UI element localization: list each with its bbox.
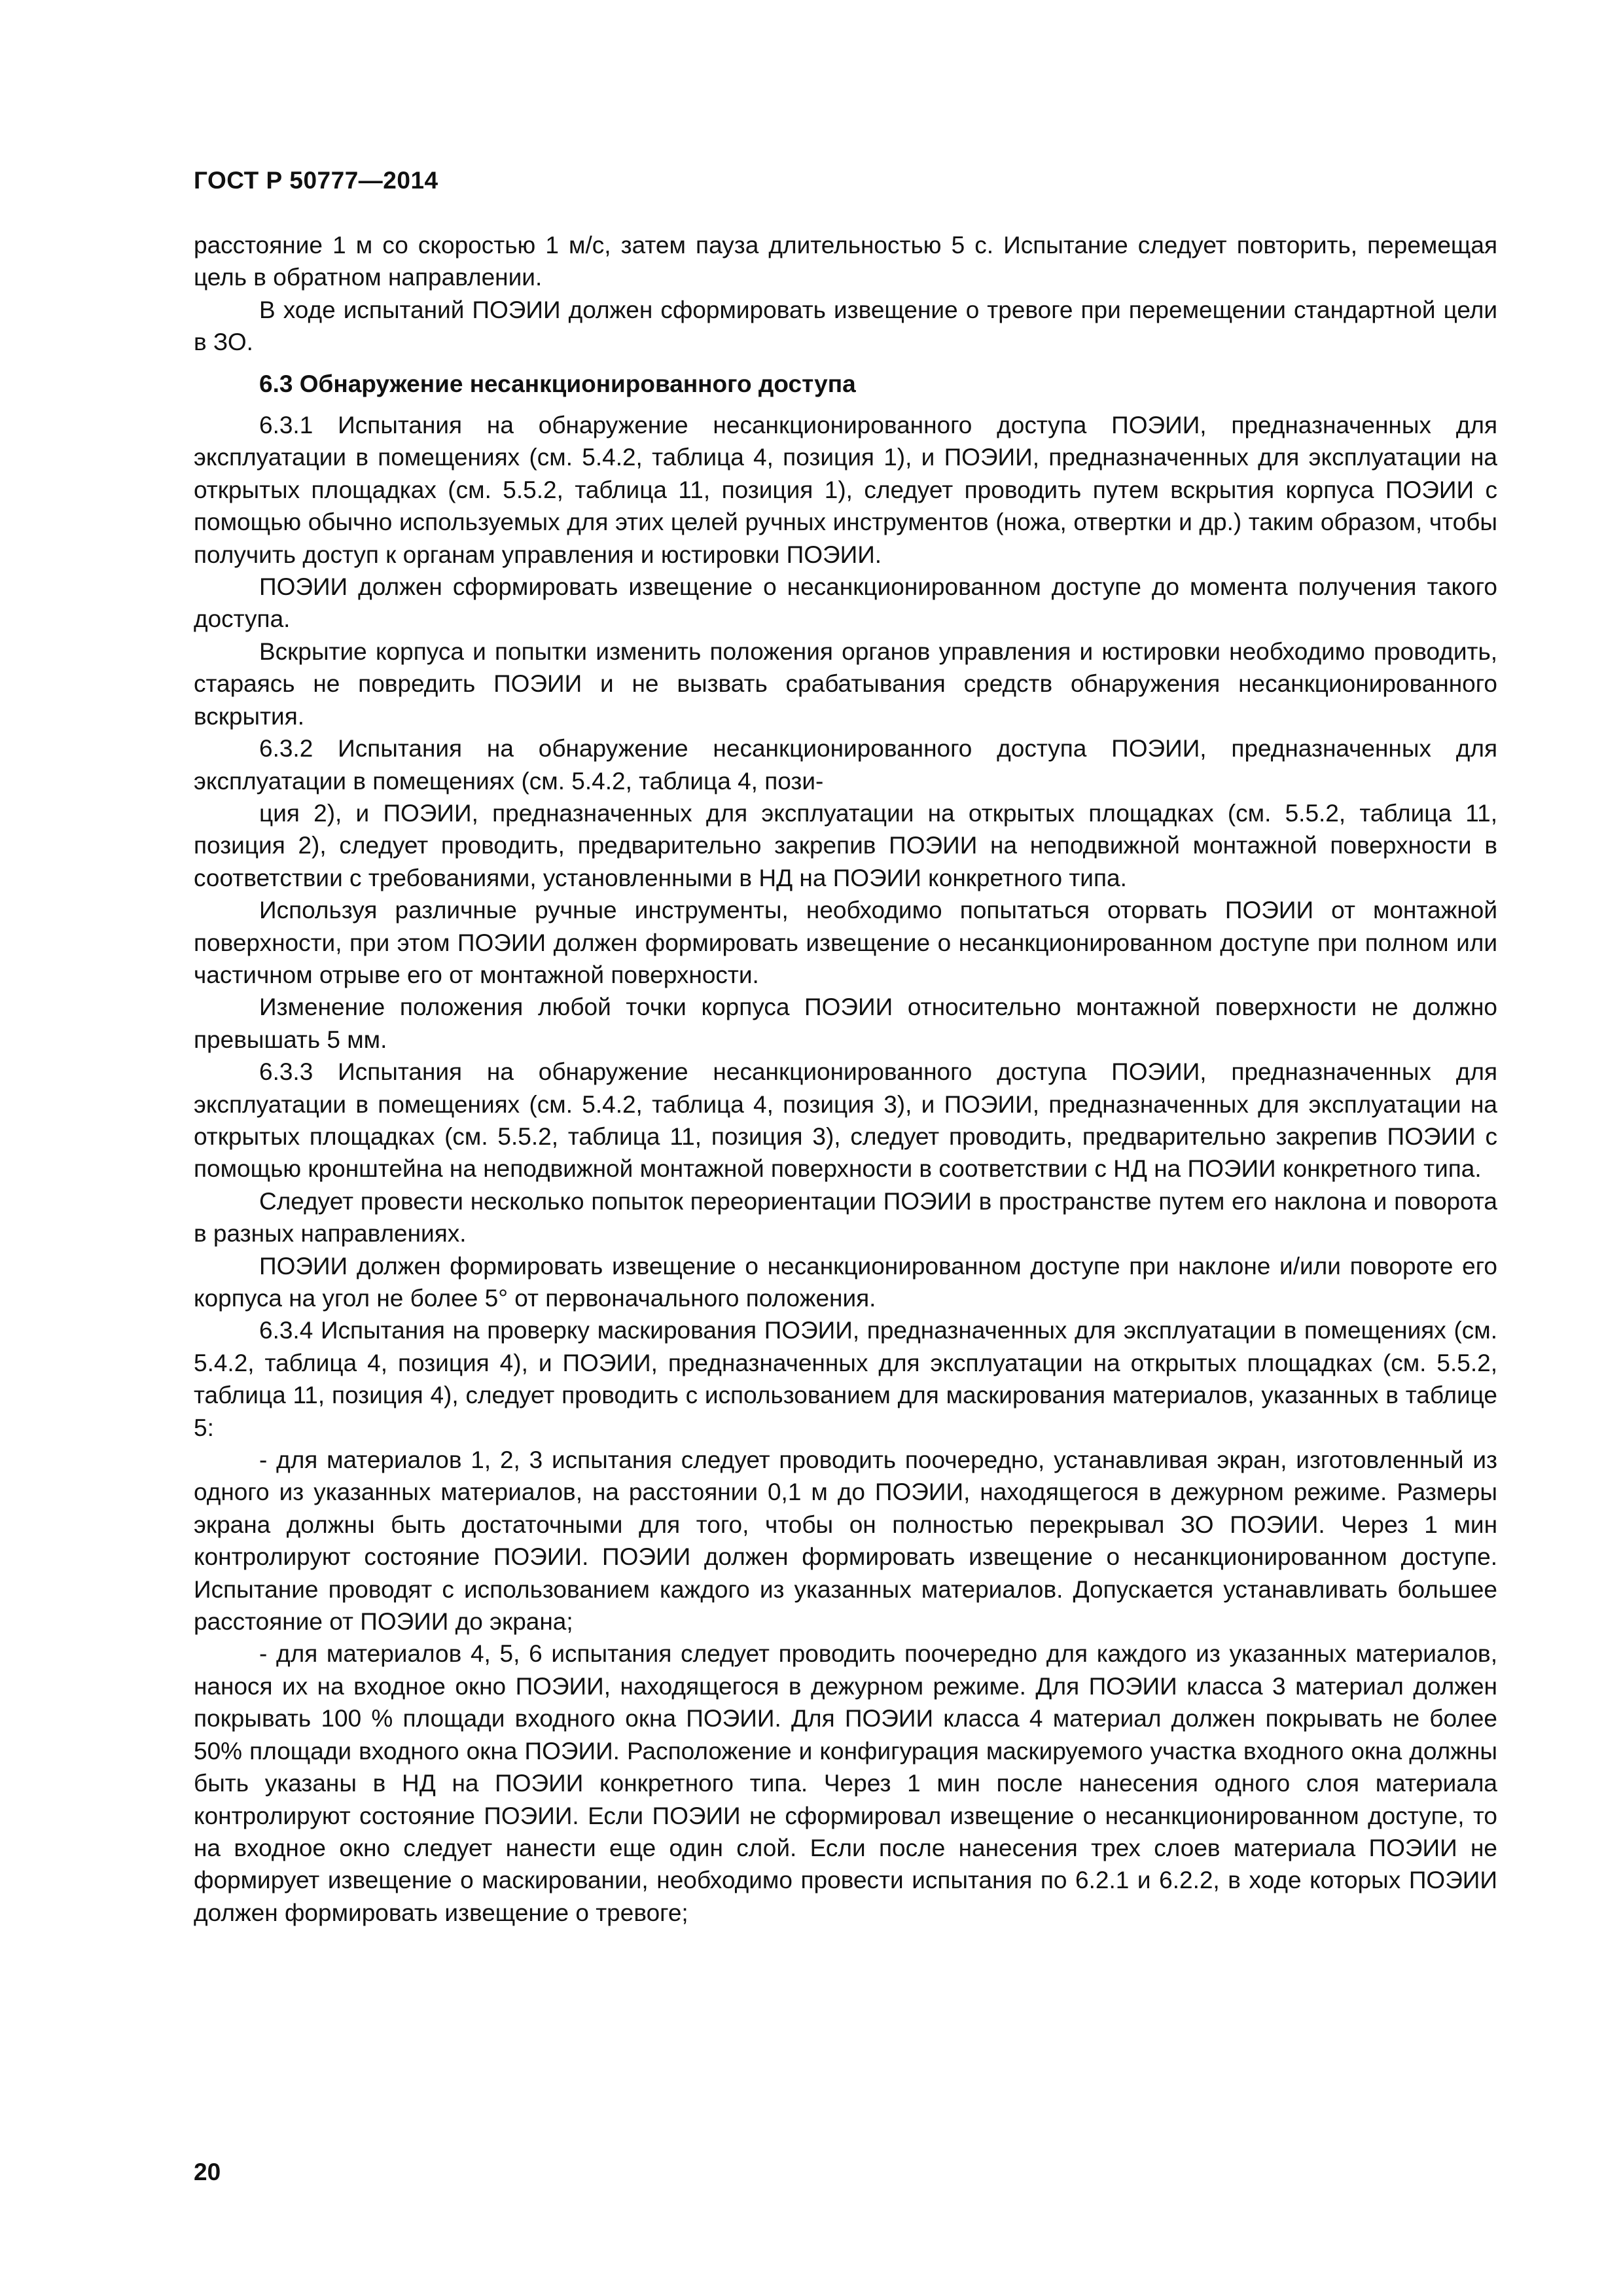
paragraph: Вскрытие корпуса и попытки изменить положения органов управления и юстировки необходимо проводить, стараясь не повредить ПОЭИИ и не вызвать срабатывания средств обнаружения несанкционированного вскрытия. [194, 637, 1497, 730]
list-item: - для материалов 4, 5, 6 испытания следует проводить поочередно для каждого из указанных материалов, нанося их на входное окно ПОЭИИ, находящегося в дежурном режиме. Для ПОЭИИ класса 3 материал должен покрывать 100 % площади входного окна ПОЭИИ. Для ПОЭИИ класса 4 материал должен покрывать не более 50% площади входного окна ПОЭИИ. Расположение и конфигурация маскируемого участка входного окна должны быть указаны в НД на ПОЭИИ конкретного типа. Через 1 мин после нанесения одного слоя материала контролируют состояние ПОЭИИ. Если ПОЭИИ не сформировал извещение о несанкционированном доступе, то на входное окно следует нанести еще один слой. Если после нанесения трех слоев материала ПОЭИИ не формирует извещение о маскировании, необходимо провести испытания по 6.2.1 и 6.2.2, в ходе которых ПОЭИИ должен формировать извещение о тревоге; [194, 1640, 1497, 1926]
paragraph: 6.3.2 Испытания на обнаружение несанкционированного доступа ПОЭИИ, предназначенных для эксплуатации в помещениях (см. 5.4.2, таблица 4, пози- [194, 735, 1497, 795]
section-heading: 6.3 Обнаружение несанкционированного доступа [259, 370, 856, 397]
paragraph: 6.3.4 Испытания на проверку маскирования ПОЭИИ, предназначенных для эксплуатации в помещениях (см. 5.4.2, таблица 4, позиция 4), и ПОЭИИ, предназначенных для эксплуатации на открытых площадках (см. 5.5.2, таблица 11, позиция 4), следует проводить с использованием для маскирования материалов, указанных в таблице 5: [194, 1317, 1497, 1441]
paragraph: ПОЭИИ должен формировать извещение о несанкционированном доступе при наклоне и/или повороте его корпуса на угол не более 5° от первоначального положения. [194, 1252, 1497, 1312]
paragraph: Следует провести несколько попыток переориентации ПОЭИИ в пространстве путем его наклона и поворота в разных направлениях. [194, 1187, 1497, 1247]
paragraph: ПОЭИИ должен сформировать извещение о несанкционированном доступе до момента получения такого доступа. [194, 573, 1497, 633]
paragraph: 6.3.1 Испытания на обнаружение несанкционированного доступа ПОЭИИ, предназначенных для эксплуатации в помещениях (см. 5.4.2, таблица 4, позиция 1), и ПОЭИИ, предназначенных для эксплуатации на открытых площадках (см. 5.5.2, таблица 11, позиция 1), следует проводить путем вскрытия корпуса ПОЭИИ с помощью обычно используемых для этих целей ручных инструментов (ножа, отвертки и др.) таким образом, чтобы получить доступ к органам управления и юстировки ПОЭИИ. [194, 412, 1497, 568]
list-item: - для материалов 1, 2, 3 испытания следует проводить поочередно, устанавливая экран, изготовленный из одного из указанных материалов, на расстоянии 0,1 м до ПОЭИИ, находящегося в дежурном режиме. Размеры экрана должны быть достаточными для того, чтобы он полностью перекрывал ЗО ПОЭИИ. Через 1 мин контролируют состояние ПОЭИИ. ПОЭИИ должен формировать извещение о несанкционированном доступе. Испытание проводят с использованием каждого из указанных материалов. Допускается устанавливать большее расстояние от ПОЭИИ до экрана; [194, 1446, 1497, 1636]
paragraph: В ходе испытаний ПОЭИИ должен сформировать извещение о тревоге при перемещении стандартной цели в ЗО. [194, 296, 1497, 356]
paragraph: Используя различные ручные инструменты, необходимо попытаться оторвать ПОЭИИ от монтажной поверхности, при этом ПОЭИИ должен формировать извещение о несанкционированном доступе при полном или частичном отрыве его от монтажной поверхности. [194, 897, 1497, 988]
paragraph: ция 2), и ПОЭИИ, предназначенных для эксплуатации на открытых площадках (см. 5.5.2, таблица 11, позиция 2), следует проводить, предварительно закрепив ПОЭИИ на неподвижной монтажной поверхности в соответствии с требованиями, установленными в НД на ПОЭИИ конкретного типа. [194, 799, 1497, 891]
paragraph: 6.3.3 Испытания на обнаружение несанкционированного доступа ПОЭИИ, предназначенных для эксплуатации в помещениях (см. 5.4.2, таблица 4, позиция 3), и ПОЭИИ, предназначенных для эксплуатации на открытых площадках (см. 5.5.2, таблица 11, позиция 3), следует проводить, предварительно закрепив ПОЭИИ с помощью кронштейна на неподвижной монтажной поверхности в соответствии с НД на ПОЭИИ конкретного типа. [194, 1058, 1497, 1183]
page-number: 20 [194, 2159, 221, 2185]
paragraph: расстояние 1 м со скоростью 1 м/с, затем пауза длительностью 5 с. Испытание следует повторить, перемещая цель в обратном направлении. [194, 232, 1497, 291]
paragraph: Изменение положения любой точки корпуса ПОЭИИ относительно монтажной поверхности не должно превышать 5 мм. [194, 994, 1497, 1053]
document-body [194, 229, 1497, 1929]
document-header: ГОСТ Р 50777—2014 [194, 167, 438, 194]
